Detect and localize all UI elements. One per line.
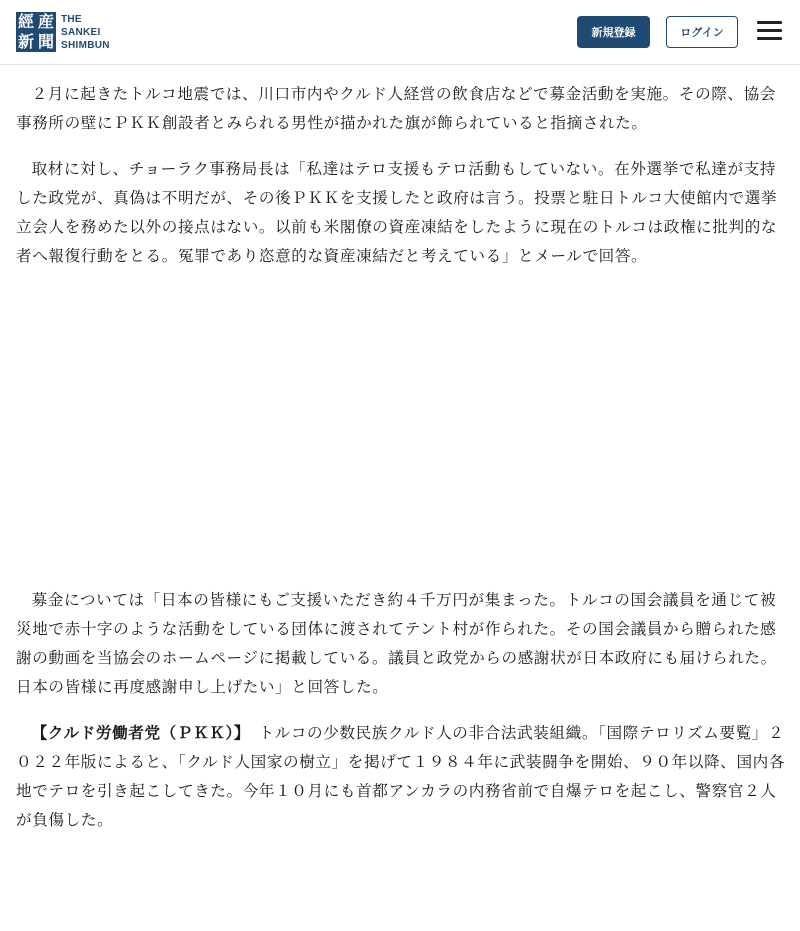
- sankei-logo[interactable]: [16, 11, 110, 53]
- article-paragraph: ２月に起きたトルコ地震では、川口市内やクルド人経営の飲食店などで募金活動を実施。その際、協会事務所の壁にＰＫＫ創設者とみられる男性が描かれた旗が飾られていると指摘された。: [16, 85, 777, 132]
- login-button[interactable]: ログイン: [666, 16, 738, 48]
- site-header: [0, 0, 800, 65]
- logo-kanji: 産: [37, 12, 54, 31]
- glossary-paragraph: [16, 719, 786, 835]
- article-paragraph: 募金については「日本の皆様にもご支援いただき約４千万円が集まった。トルコの国会議員を通じて被災地で赤十字のような活動をしている団体に渡されてテント村が作られた。その国会議員から贈られた感謝の動画を当協会のホームページに掲載している。議員と政党からの感謝状が日本政府にも届けられた。日本の皆様に再度感謝申し上げたい」と回答した。: [16, 591, 777, 696]
- register-button[interactable]: 新規登録: [577, 16, 650, 48]
- logo-word: SANKEI: [61, 26, 101, 38]
- hamburger-menu-icon[interactable]: [757, 20, 782, 42]
- logo-kanji: 新: [17, 32, 34, 51]
- logo-word: SHIMBUN: [61, 39, 110, 51]
- logo-kanji: 聞: [37, 32, 54, 51]
- article-body: [16, 80, 786, 852]
- logo-word: THE: [61, 13, 82, 25]
- logo-mark-icon: [16, 12, 56, 52]
- ad-placeholder: [16, 288, 786, 586]
- article-paragraph: 取材に対し、チョーラク事務局長は「私達はテロ支援もテロ活動もしていない。在外選挙で私達が支持した政党が、真偽は不明だが、その後ＰＫＫを支援したと政府は言う。投票と駐日トルコ大使館内で選挙立会人を務めた以外の接点はない。以前も米閣僚の資産凍結をしたように現在のトルコは政権に批判的な者へ報復行動をとる。冤罪であり恣意的な資産凍結だと考えている」とメールで回答。: [16, 160, 778, 265]
- glossary-term: 【クルド労働者党（ＰＫＫ）】: [31, 724, 243, 742]
- logo-kanji: 經: [17, 12, 34, 31]
- glossary-text: トルコの少数民族クルド人の非合法武装組織。「国際テロリズム要覧」２０２２年版によると、「クルド人国家の樹立」を掲げて１９８４年に武装闘争を開始、９０年以降、国内各地でテロを引き起こしてきた。今年１０月にも首都アンカラの内務省前で自爆テロを起こし、警察官２人が負傷した。: [16, 724, 786, 829]
- logo-wordmark: [61, 13, 110, 52]
